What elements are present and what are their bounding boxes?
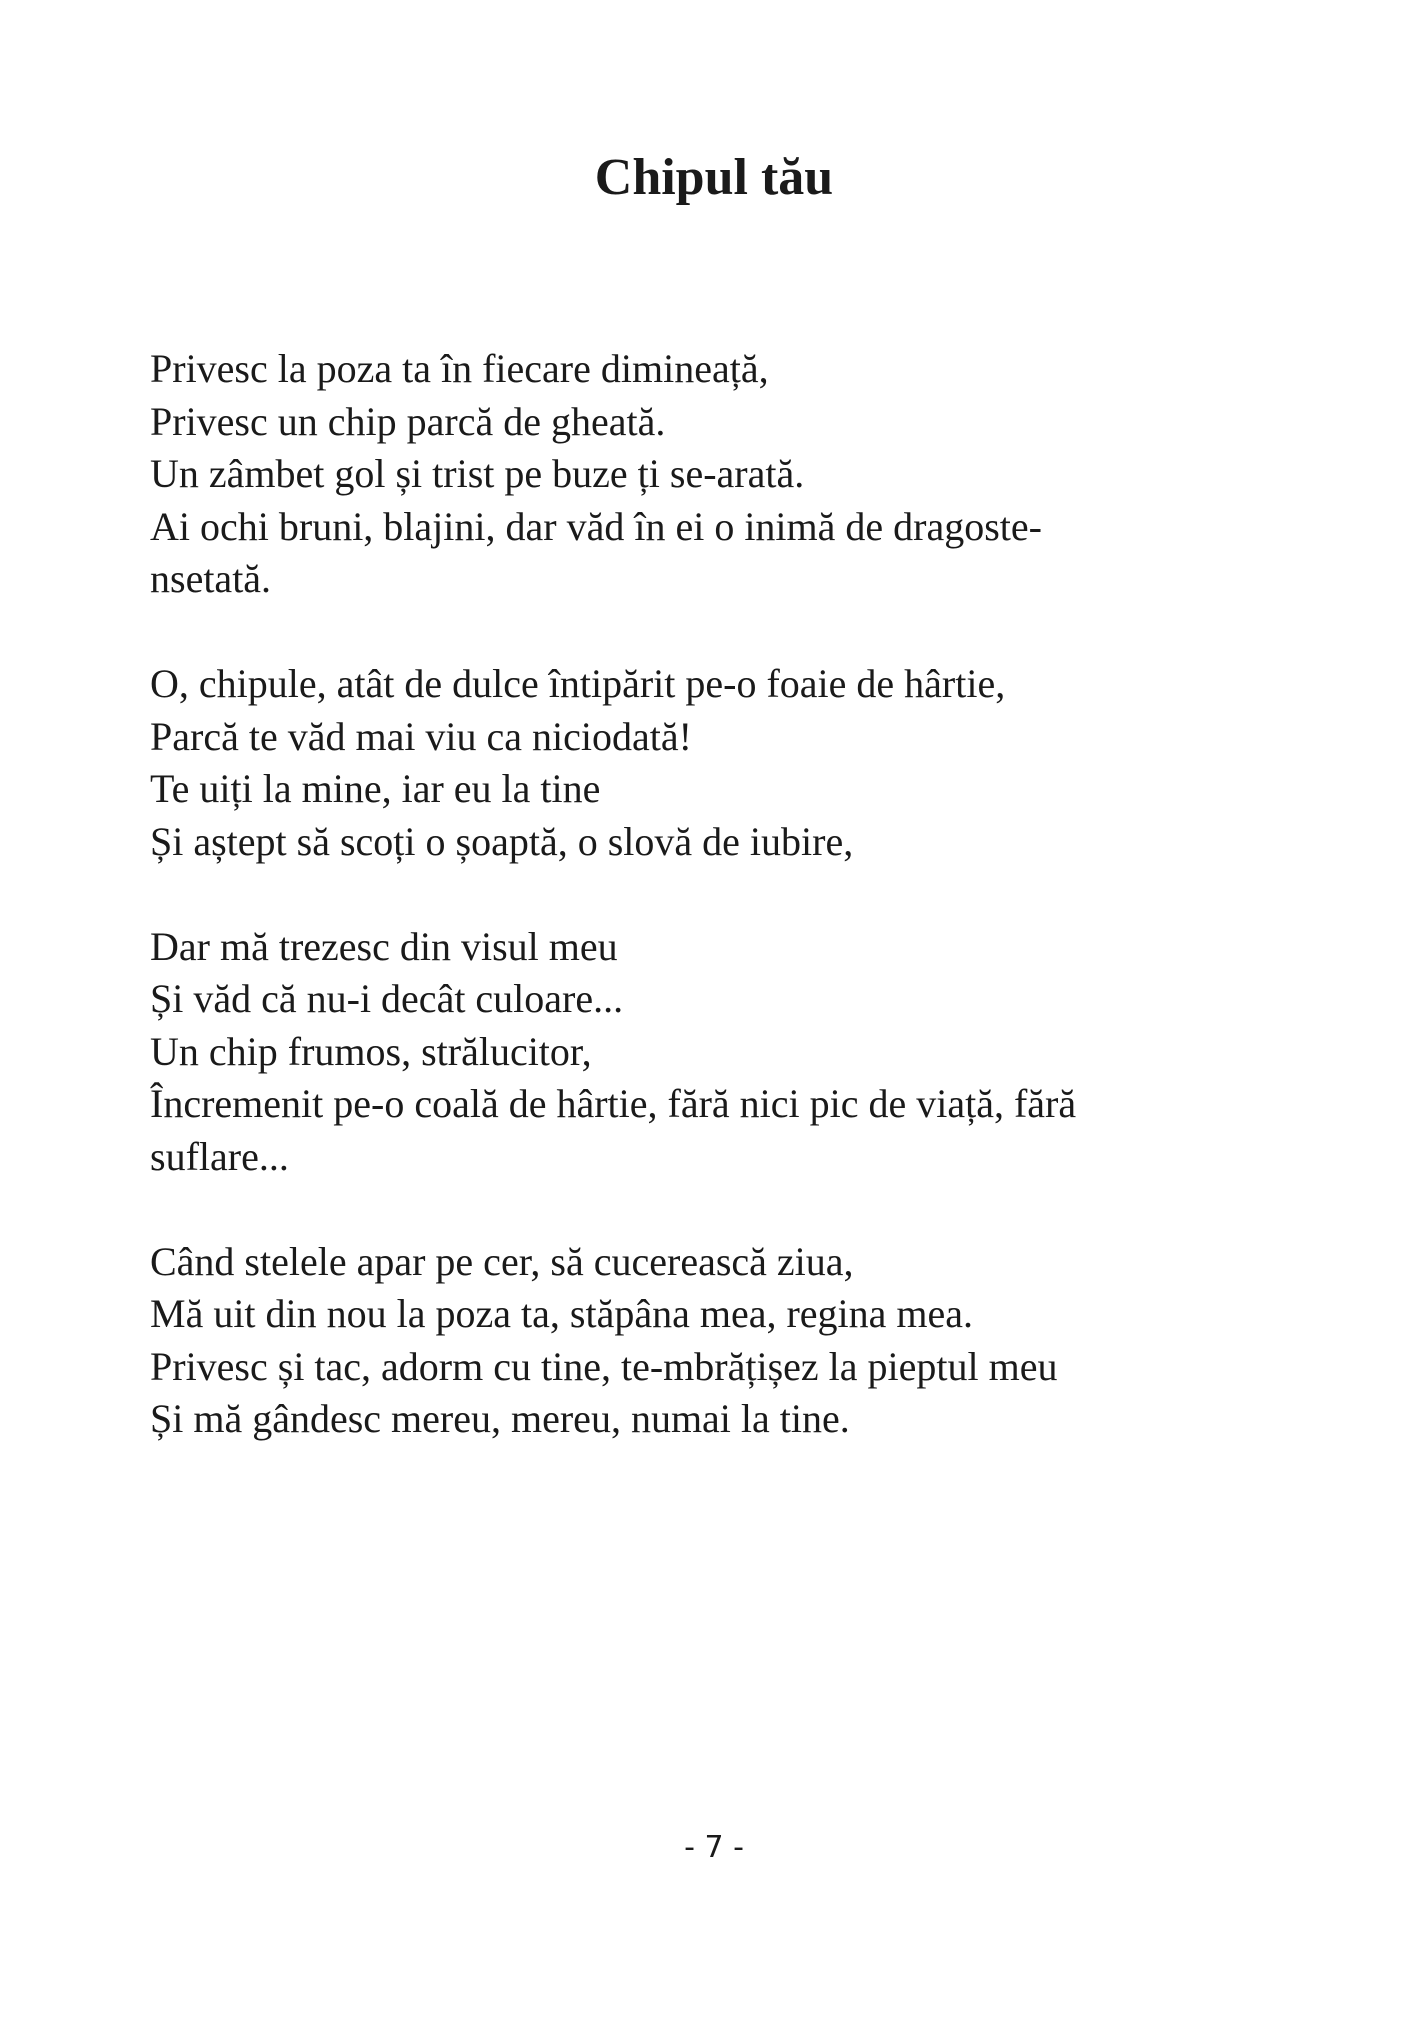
stanza-1 [150, 343, 1300, 606]
poem-line: Privesc și tac, adorm cu tine, te-mbrățișez la pieptul meu [150, 1343, 1058, 1389]
poem-line: Și văd că nu-i decât culoare... [150, 976, 624, 1021]
poem-line: Mă uit din nou la poza ta, stăpâna mea, regina mea. [150, 1291, 974, 1336]
poem-line: O, chipule, atât de dulce întipărit pe-o foaie de hârtie, [150, 661, 1006, 706]
poem-line: Și mă gândesc mereu, mereu, numai la tine. [150, 1396, 850, 1441]
poem-line: Privesc un chip parcă de gheată. [150, 398, 666, 444]
poem-line: Ai ochi bruni, blajini, dar văd în ei o inimă de dragoste- [150, 503, 1042, 549]
poem-line: Încremenit pe-o coală de hârtie, fără nici pic de viață, fără [150, 1081, 1077, 1126]
page-number: - 7 - [684, 1830, 744, 1865]
poem-line: Un zâmbet gol și trist pe buze ți se-arată. [150, 451, 805, 496]
poem-line: Dar mă trezesc din visul meu [150, 923, 618, 969]
stanza-4 [150, 1236, 1300, 1446]
poem-line: nsetată. [150, 556, 272, 601]
poem-title: Chipul tău [594, 149, 834, 206]
poem-line: Privesc la poza ta în fiecare dimineață, [150, 346, 769, 391]
poem-line: Parcă te văd mai viu ca niciodată! [150, 713, 692, 759]
poem-line: Și aștept să scoți o șoaptă, o slovă de iubire, [150, 818, 854, 864]
poem-line: suflare... [150, 1133, 289, 1179]
stanza-3 [150, 921, 1300, 1184]
poem-line: Un chip frumos, strălucitor, [150, 1028, 592, 1074]
poem-line: Când stelele apar pe cer, să cucerească ziua, [150, 1238, 854, 1284]
poem-line: Te uiți la mine, iar eu la tine [150, 766, 601, 811]
stanza-2 [150, 658, 1300, 868]
poem-body [150, 343, 1300, 1498]
